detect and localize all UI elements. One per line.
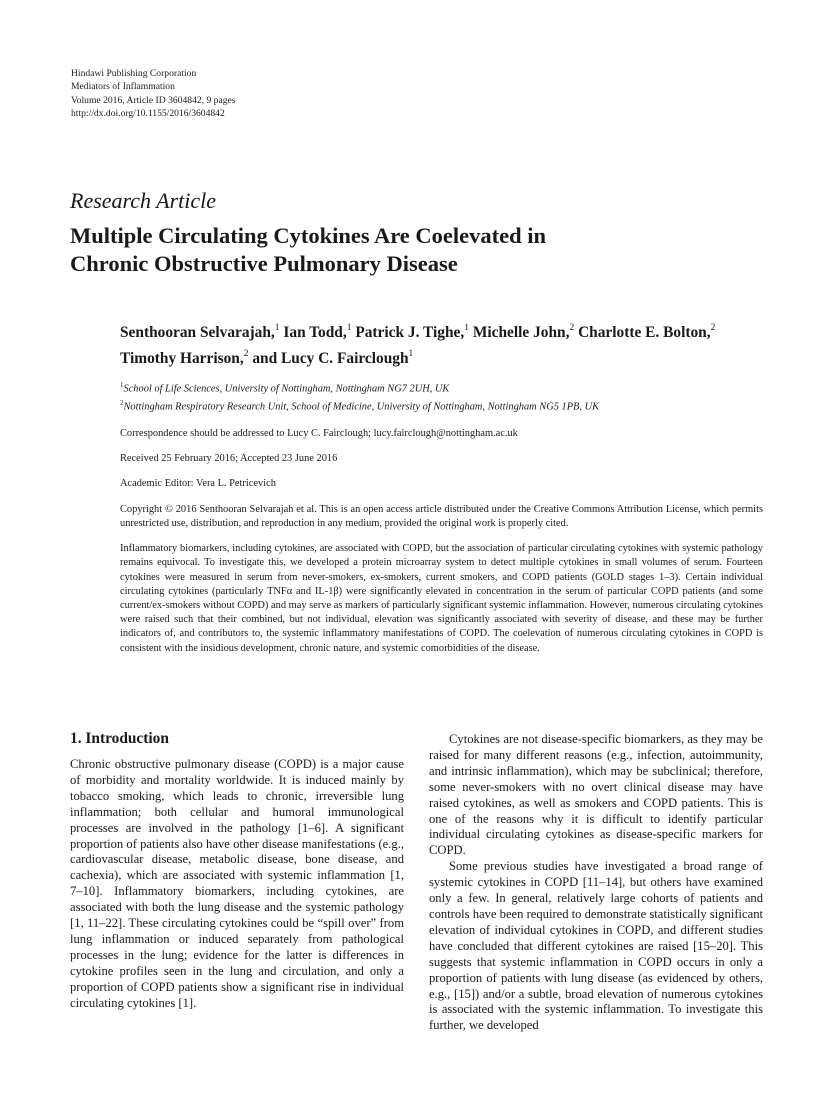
author-affil-mark: 2: [243, 349, 249, 360]
affiliation-1: [120, 379, 763, 396]
abstract: Inflammatory biomarkers, including cytokines, are associated with COPD, but the association of particular circulating cytokines with systemic pathology remains equivocal. To investigate this, we developed a protein microarray system to detect multiple cytokines in small volumes of serum. Fourteen cytokines were measured in serum from never-smokers, ex-smokers, current smokers, and COPD patients (GOLD stages 1–3). Certain individual circulating cytokines (particularly TNFα and IL-1β) were significantly elevated in concentration in the serum of particular COPD patients (and some current/ex-smokers without COPD) and may serve as markers of particularly significant systemic inflammation. However, numerous circulating cytokines were raised such that their combined, but not individual, elevation was significantly associated with severity of disease, and these may be further indicators of, and contributors to, the systemic inflammatory manifestations of COPD. The coelevation of numerous circulating cytokines in COPD is consistent with the insidious development, chronic nature, and systemic comorbidities of the disease.: [120, 543, 763, 654]
author-affil-mark: 1: [408, 349, 414, 360]
author-affil-mark: 1: [464, 323, 469, 333]
affiliation-text: School of Life Sciences, University of Nottingham, Nottingham NG7 2UH, UK: [123, 383, 450, 395]
author: Charlotte E. Bolton,: [578, 324, 711, 342]
body-paragraph: Cytokines are not disease-specific biomarkers, as they may be raised for many different reasons (e.g., infection, autoimmunity, and intrinsic inflammation), which may be subclinical; therefore, some never-smokers with no overt clinical disease may have raised cytokines, as well as smokers and COPD patients. This is one of the reasons why it is difficult to identify particular individual circulating cytokines as disease-specific markers for COPD.: [429, 732, 763, 858]
affiliation-2: [120, 397, 763, 414]
journal-name: Mediators of Inflammation: [71, 81, 175, 93]
article-type: Research Article: [70, 188, 217, 213]
affiliations: [120, 379, 763, 414]
volume-info: Volume 2016, Article ID 3604842, 9 pages: [71, 94, 236, 106]
author-affil-mark: 1: [346, 323, 352, 333]
doi-link[interactable]: http://dx.doi.org/10.1155/2016/3604842: [71, 108, 225, 120]
author-affil-mark: 2: [569, 323, 575, 333]
author-list: [120, 318, 763, 370]
publisher-name: Hindawi Publishing Corporation: [71, 68, 197, 79]
body-paragraph: Chronic obstructive pulmonary disease (COPD) is a major cause of morbidity and mortality worldwide. It is induced mainly by tobacco smoking, which leads to chronic, irreversible lung inflammation; both cellular and humoral immunological processes are involved in the pathology [1–6]. A significant proportion of patients also have other disease manifestations (e.g., cardiovascular disease, metabolic disease, bone disease, and cachexia), which are associated with systemic inflammation [1, 7–10]. Inflammatory biomarkers, including cytokines, are associated with both the lung disease and the systemic pathology [1, 11–22]. These circulating cytokines could be “spill over” from lung inflammation or induced separately from pathological processes in the lung; evidence for the latter is differences in cytokine profiles seen in the lung and circulation, and only a proportion of COPD patients show a significant rise in individual circulating cytokines [1].: [70, 757, 404, 1010]
author: Ian Todd,: [283, 324, 347, 342]
front-matter: [120, 318, 763, 656]
author: Senthooran Selvarajah,: [120, 324, 275, 342]
academic-editor: Academic Editor: Vera L. Petricevich: [120, 477, 276, 489]
title-line-1: Multiple Circulating Cytokines Are Coelevated in: [70, 223, 547, 248]
section-heading: 1. Introduction: [70, 730, 169, 747]
author: Timothy Harrison,: [120, 350, 244, 368]
author-affil-mark: 1: [274, 323, 280, 333]
body-paragraph: Some previous studies have investigated a broad range of systemic cytokines in COPD [11–14], but others have examined only a few. In general, relatively large cohorts of patients and controls have been required to demonstrate statistically significant elevation of individual cytokines in COPD, and different studies have concluded that different cytokines are raised [15–20]. This suggests that systemic inflammation in COPD occurs in only a proportion of patients with lung disease (as evidenced by others, e.g., [15]) and/or a subtle, broad elevation of numerous cytokines is associated with the systemic inflammation. To investigate this further, we developed: [429, 859, 763, 1033]
journal-header: [71, 67, 371, 121]
received-dates: Received 25 February 2016; Accepted 23 June 2016: [120, 452, 338, 464]
right-column: [429, 732, 763, 1034]
author-affil-mark: 2: [710, 323, 716, 333]
article-title: [70, 222, 730, 278]
copyright-notice: Copyright © 2016 Senthooran Selvarajah et al. This is an open access article distributed under the Creative Commons Attribution License, which permits unrestricted use, distribution, and reproduction in any medium, provided the original work is properly cited.: [120, 503, 763, 529]
author: Michelle John,: [472, 324, 570, 342]
title-line-2: Chronic Obstructive Pulmonary Disease: [70, 251, 458, 276]
author: and Lucy C. Fairclough: [252, 350, 409, 368]
affiliation-text: Nottingham Respiratory Research Unit, School of Medicine, University of Nottingham, Nottingham NG5 1PB, UK: [123, 400, 600, 412]
correspondence: Correspondence should be addressed to Lucy C. Fairclough; lucy.fairclough@nottingham.ac.uk: [120, 427, 518, 439]
author: Patrick J. Tighe,: [355, 324, 465, 342]
affiliation-number: 1: [120, 381, 124, 390]
affiliation-number: 2: [120, 398, 124, 407]
left-column: [70, 730, 404, 1012]
